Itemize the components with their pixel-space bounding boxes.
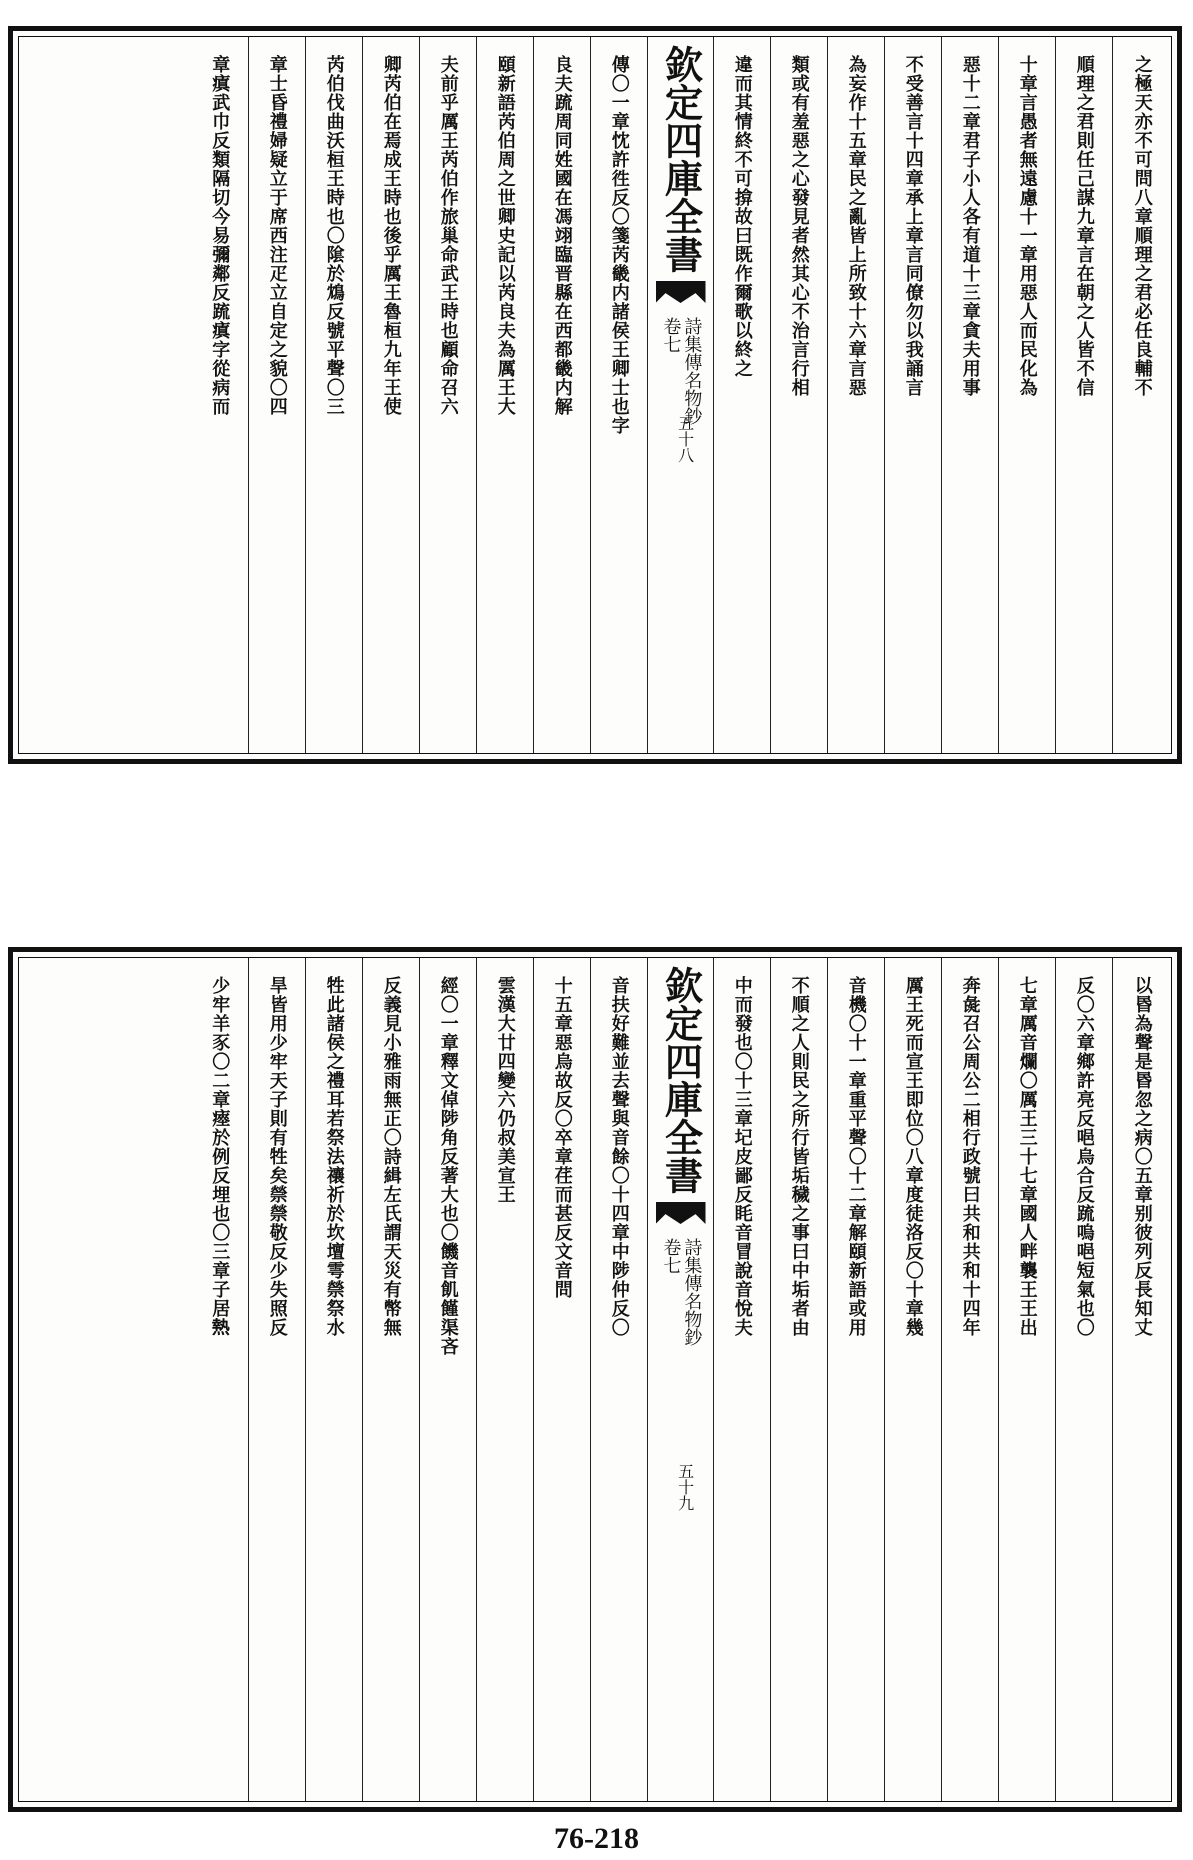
page-number: 76-218	[554, 1822, 639, 1855]
section-header	[661, 317, 701, 425]
section-title: 詩集傳名物鈔	[681, 1238, 703, 1346]
text-column: 類或有羞惡之心發見者然其心不治言行相	[770, 37, 827, 753]
folio-number: 五十九	[675, 1463, 695, 1511]
text-column: 反〇六章鄉許亮反唈烏合反䟽嗚唈短氣也〇	[1055, 958, 1112, 1801]
fish-tail-icon	[656, 1202, 706, 1224]
text-column: 夫前乎厲王芮伯作旅巢命武王時也顧命召六	[419, 37, 476, 753]
text-column: 奔彘召公周公二相行政號曰共和共和十四年	[941, 958, 998, 1801]
text-column: 之極天亦不可問八章順理之君必任良輔不	[1112, 37, 1171, 753]
text-column: 少牢羊豕〇二章瘞於例反埋也〇三章子居𤍠	[209, 976, 231, 1337]
text-column: 為妄作十五章民之亂皆上所致十六章言惡	[827, 37, 884, 753]
book-title: 欽定四庫全書	[658, 45, 704, 273]
folio-number: 五十八	[675, 415, 695, 463]
text-column: 經〇一章釋文倬陟角反著大也〇饑音飢饉渠吝	[419, 958, 476, 1801]
text-column: 十章言愚者無遠慮十一章用惡人而民化為	[998, 37, 1055, 753]
text-column: 卿芮伯在焉成王時也後乎厲王魯桓九年王使	[362, 37, 419, 753]
text-column: 芮伯伐曲沃桓王時也〇隂於鴆反號平聲〇三	[305, 37, 362, 753]
text-column: 中而發也〇十三章圮皮鄙反眊音冒說音悅夫	[713, 958, 770, 1801]
volume-label: 卷七	[660, 1238, 682, 1274]
centre-fold	[647, 37, 713, 753]
text-column: 音機〇十一章重平聲〇十二章解頤新語或用	[827, 958, 884, 1801]
text-column: 十五章惡烏故反〇卒章荏而甚反文音問	[533, 958, 590, 1801]
lower-page-columns	[18, 957, 1172, 1802]
text-column: 七章厲音爛〇厲王三十七章國人畔襲王王出	[998, 958, 1055, 1801]
text-column: 旱皆用少牢天子則有牲矣禜禜敬反少失照反	[248, 958, 305, 1801]
text-column: 章士昏禮婦疑立于席西注疋立自定之貌〇四	[248, 37, 305, 753]
text-column: 傳〇一章忱許徃反〇箋芮畿内諸侯王卿士也字	[590, 37, 647, 753]
text-column: 不順之人則民之所行皆垢穢之事曰中垢者由	[770, 958, 827, 1801]
text-column: 頤新語芮伯周之世卿史記以芮良夫為厲王大	[476, 37, 533, 753]
lower-page	[8, 947, 1182, 1812]
upper-page-columns	[18, 36, 1172, 754]
upper-page	[8, 26, 1182, 764]
section-header	[661, 1238, 701, 1346]
fish-tail-icon	[656, 281, 706, 303]
text-column: 良夫䟽周同姓國在馮翊臨晋縣在西都畿内解	[533, 37, 590, 753]
text-column: 惡十二章君子小人各有道十三章貪夫用事	[941, 37, 998, 753]
book-title: 欽定四庫全書	[658, 966, 704, 1194]
text-column: 音扶好難並去聲與音餘〇十四章中陟仲反〇	[590, 958, 647, 1801]
text-column: 不受善言十四章承上章言同僚勿以我誦言	[884, 37, 941, 753]
text-column: 雲漢大廿四變六仍叔美宣王	[476, 958, 533, 1801]
text-column: 順理之君則任己謀九章言在朝之人皆不信	[1055, 37, 1112, 753]
text-column: 牲此諸侯之禮耳若祭法禳祈於坎壇雩禜祭水	[305, 958, 362, 1801]
text-column: 反義見小雅雨無正〇詩緝左氏謂天災有幣無	[362, 958, 419, 1801]
text-column: 厲王死而宣王即位〇八章度徒洛反〇十章幾	[884, 958, 941, 1801]
text-column: 以昬為聲是昬忽之病〇五章别彼列反長知丈	[1112, 958, 1171, 1801]
section-title: 詩集傳名物鈔	[681, 317, 703, 425]
text-column: 違而其情終不可揜故曰既作爾歌以終之	[713, 37, 770, 753]
volume-label: 卷七	[660, 317, 682, 353]
centre-fold	[647, 958, 713, 1801]
text-column: 章瘨武巾反類隔切今易彌鄰反䟽瘨字從病而	[209, 55, 231, 416]
